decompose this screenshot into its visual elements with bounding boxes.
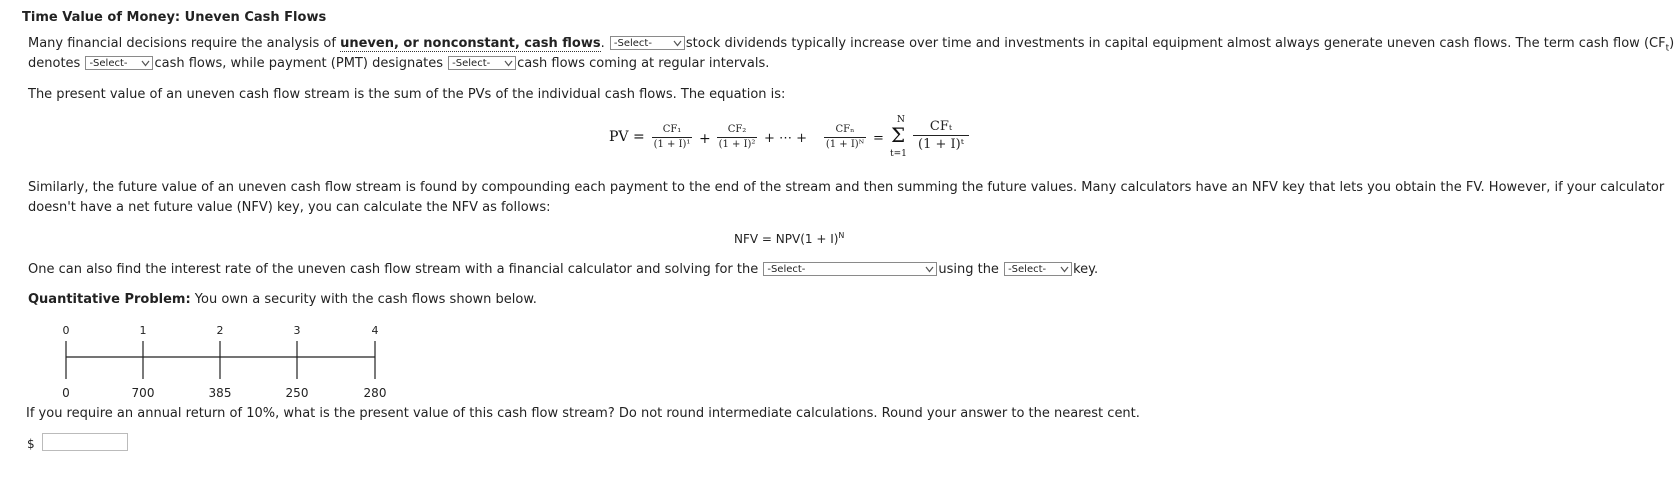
period-label: 3 <box>293 324 301 337</box>
answer-input[interactable] <box>42 433 128 451</box>
equals-sign: = <box>873 131 884 146</box>
nfv-exponent: N <box>838 231 845 240</box>
chevron-down-icon <box>141 60 150 67</box>
select-dropdown-3[interactable] <box>448 56 516 70</box>
cash-flow-value: 0 <box>62 386 70 400</box>
sum-symbol: Σ <box>891 123 906 147</box>
sum-upper-limit: N <box>897 115 905 125</box>
intro-text: cash flows coming at regular intervals. <box>517 56 770 71</box>
chevron-down-icon <box>504 60 513 67</box>
numerator: CFₙ <box>835 124 855 135</box>
page-title: Time Value of Money: Uneven Cash Flows <box>22 10 327 25</box>
cash-flow-value: 280 <box>363 386 387 400</box>
sum-lower-limit: t=1 <box>890 149 907 159</box>
select-dropdown-5[interactable] <box>1004 262 1072 276</box>
intro-text: ) <box>1669 36 1674 51</box>
irr-line <box>28 262 1098 277</box>
intro-line-1 <box>28 36 1674 54</box>
pv-term-1 <box>652 124 692 151</box>
period-label: 4 <box>371 324 379 337</box>
quantitative-problem <box>28 292 537 307</box>
cash-flow-value: 385 <box>208 386 232 400</box>
plus-sign: + <box>699 131 711 147</box>
cash-flow-value: 700 <box>131 386 155 400</box>
intro-line-2 <box>28 56 769 71</box>
nfv-formula: NFV = NPV(1 + I) <box>734 232 839 246</box>
period-label: 0 <box>62 324 70 337</box>
select-value: -Select- <box>1008 263 1047 275</box>
timeline-line <box>60 339 385 381</box>
pv-lhs: PV = <box>609 129 645 145</box>
pv-term-n <box>824 124 866 151</box>
denominator: (1 + I)ᴺ <box>825 139 865 150</box>
pv-term-2 <box>717 124 757 151</box>
qp-label: Quantitative Problem: <box>28 292 191 307</box>
select-value: -Select- <box>767 263 806 275</box>
key-term-link[interactable]: uneven, or nonconstant, cash flows <box>340 36 601 51</box>
denominator: (1 + I)¹ <box>653 139 691 150</box>
fv-text-line-1: Similarly, the future value of an uneven cash flow stream is found by compounding each payment to the end of the stream and then summing the future values. Many calculators have an NFV key that lets you obtain the FV. However, if your calculator <box>28 180 1665 195</box>
nfv-equation <box>734 231 844 246</box>
intro-subscript: t <box>1665 43 1670 54</box>
select-value: -Select- <box>89 57 128 69</box>
intro-text: denotes <box>28 56 85 71</box>
denominator: (1 + I)ᵗ <box>918 137 964 152</box>
intro-text: cash flows, while payment (PMT) designates <box>154 56 448 71</box>
pv-intro-text: The present value of an uneven cash flow stream is the sum of the PVs of the individual cash flows. The equation is: <box>28 87 786 102</box>
select-dropdown-2[interactable] <box>85 56 153 70</box>
fv-text-line-2: doesn't have a net future value (NFV) key, you can calculate the NFV as follows: <box>28 200 551 215</box>
intro-text: Many financial decisions require the analysis of <box>28 36 341 51</box>
chevron-down-icon <box>925 266 934 273</box>
period-label: 2 <box>216 324 224 337</box>
select-value: -Select- <box>452 57 491 69</box>
pv-sum-term <box>913 119 969 152</box>
numerator: CFₜ <box>929 119 953 134</box>
select-dropdown-4[interactable] <box>763 262 937 276</box>
irr-text: key. <box>1073 262 1099 277</box>
period-label: 1 <box>139 324 147 337</box>
numerator: CF₂ <box>727 124 747 135</box>
select-value: -Select- <box>613 37 652 49</box>
intro-text: . <box>600 36 609 51</box>
numerator: CF₁ <box>662 124 682 135</box>
chevron-down-icon <box>1060 266 1069 273</box>
irr-text: using the <box>938 262 1004 277</box>
select-dropdown-1[interactable] <box>610 36 685 50</box>
chevron-down-icon <box>673 40 682 47</box>
currency-symbol: $ <box>27 437 35 451</box>
denominator: (1 + I)² <box>718 139 756 150</box>
question-text: If you require an annual return of 10%, what is the present value of this cash flow stream? Do not round intermediate calculations. Round your answer to the nearest cent. <box>26 406 1140 421</box>
cash-flow-value: 250 <box>285 386 309 400</box>
ellipsis-terms: + ⋯ + <box>764 131 808 146</box>
intro-text: stock dividends typically increase over time and investments in capital equipment almost always generate uneven cash flows. The term cash flow (CF <box>685 36 1666 51</box>
qp-text: You own a security with the cash flows shown below. <box>190 292 537 307</box>
irr-text: One can also find the interest rate of the uneven cash flow stream with a financial calculator and solving for the <box>28 262 763 277</box>
